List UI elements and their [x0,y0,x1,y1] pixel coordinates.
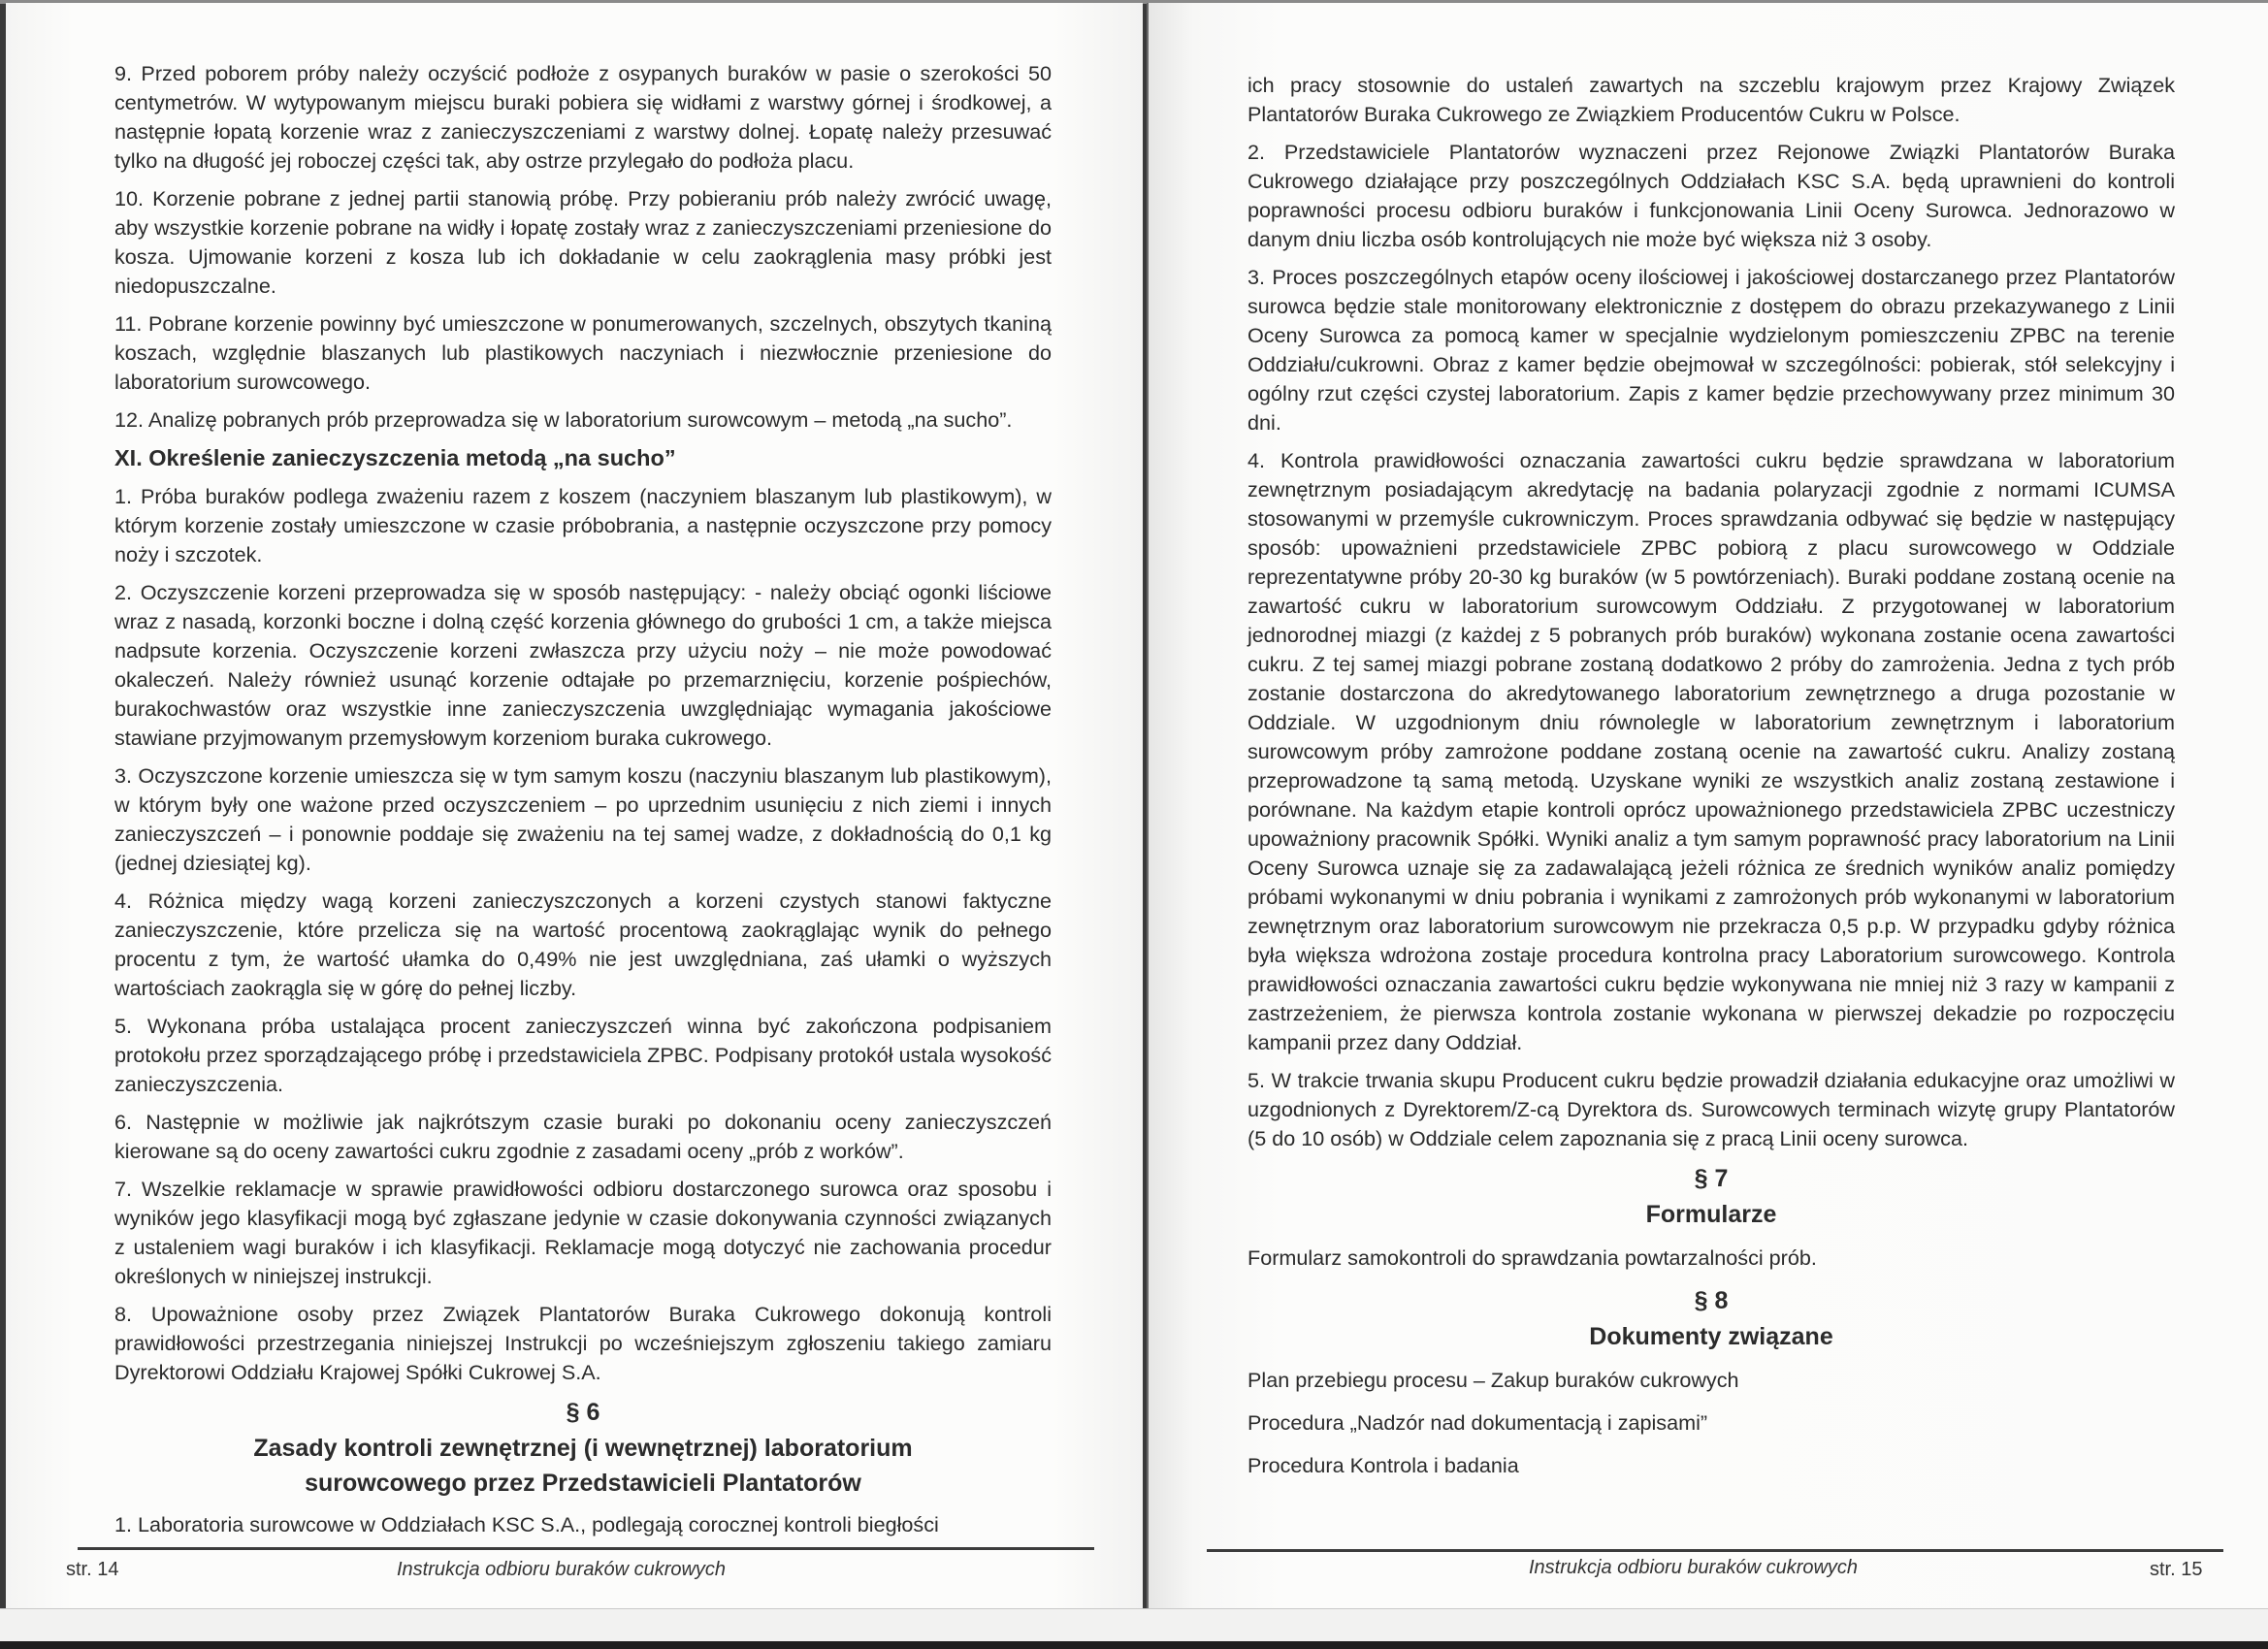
item-2: 2. Przedstawiciele Plantatorów wyznaczeni przez Rejonowe Związki Plantatorów Buraka Cukrowego działające przy poszczególnych Oddziałach KSC S.A. będą uprawnieni do kontroli poprawności procesu odbioru buraków i funkcjonowania Linii Oceny Surowca. Jednorazowo w danym dniu liczba osób kontrolujących nie może być większa niż 3 osoby. [1247,140,2175,251]
paragraph-6-title-line-2: surowcowego przez Przedstawicieli Plantatorów [305,1470,861,1497]
item-12: 12. Analizę pobranych prób przeprowadza się w laboratorium surowcowym – metodą „na sucho”. [114,407,1013,432]
section-xi-item-4: 4. Różnica między wagą korzeni zanieczyszczonych a korzeni czystych stanowi faktyczne zanieczyszczenie, które przelicza się na wartość procentową zaokrąglając wynik do pełnego procentu z tym, że wartość ułamka do 0,49% nie jest uwzględniana, zaś ułamki o wyższych wartościach zaokrągla się w górę do pełnej liczby. [114,889,1052,1000]
scanner-bottom-margin [0,1608,2268,1642]
related-document-item: Procedura „Nadzór nad dokumentacją i zapisami” [1247,1410,1708,1435]
item-1-continued: ich pracy stosownie do ustaleń zawartych na szczeblu krajowym przez Krajowy Związek Plantatorów Buraka Cukrowego ze Związkiem Producentów Cukru w Polsce. [1247,73,2175,126]
item-4: 4. Kontrola prawidłowości oznaczania zawartości cukru będzie sprawdzana w laboratorium zewnętrznym posiadającym akredytację na badania polaryzacji zgodnie z normami ICUMSA stosowanymi w przemyśle cukrowniczym. Proces sprawdzania odbywać się będzie w następujący sposób: upoważnieni przedstawiciele ZPBC pobiorą z placu surowcowego w Oddziale reprezentatywne próby 20-30 kg buraków (w 5 powtórzeniach). Buraki poddane zostaną ocenie na zawartość cukru w laboratorium surowcowym Oddziału. Z przygotowanej w laboratorium jednorodnej miazgi (z każdej z 5 pobranych prób buraków) wykonana zostanie ocena zawartości cukru. Z tej samej miazgi pobrane zostaną dodatkowo 2 próby do zamrożenia. Jedna z tych prób zostanie dostarczona do akredytowanego laboratorium zewnętrznego a druga pozostanie w Oddziale. W uzgodnionym dniu równolegle w laboratorium zewnętrznym i laboratorium surowcowym próby zamrożone poddane zostaną ocenie na zawartość cukru. Analizy zostaną przeprowadzone tą samą metodą. Uzyskane wyniki ze wszystkich analiz zostaną zestawione i porównane. Na każdym etapie kontroli oprócz upoważnionego przedstawiciela ZPBC uczestniczy upoważniony pracownik Spółki. Wyniki analiz a tym samym poprawność pracy laboratorium na Linii Oceny Surowca uznaje się za zadawalającą jeżeli różnica ze średnich wyników analiz pomiędzy próbami wykonanymi w dniu pobrania i wynikami z zamrożonych prób wykonanymi w laboratorium zewnętrznym oraz laboratorium surowcowym nie przekracza 0,5 p.p. W przypadku gdyby różnica była większa wdrożona zostaje procedura kontrolna pracy Laboratorium surowcowego. Kontrola prawidłowości oznaczania zawartości cukru będzie wykonywana nie mniej niż 3 razy w kampanii z zastrzeżeniem, że pierwsza kontrola zostanie wykonana w pierwszej dekadzie po rozpoczęciu kampanii przez dany Oddział. [1247,448,2175,1054]
section-xi-item-1: 1. Próba buraków podlega zważeniu razem z koszem (naczyniem blaszanym lub plastikowym), w którym korzenie zostały umieszczone w czasie próbobrania, a następnie oczyszczone przy pomocy noży i szczotek. [114,484,1052,566]
item-3: 3. Proces poszczególnych etapów oceny ilościowej i jakościowej dostarczanego przez Plantatorów surowca będzie stale monitorowany elektronicznie z dostępem do obrazu przekazywanego z Linii Oceny Surowca za pomocą kamer w specjalnie wydzielonym pomieszczeniu ZPBC na terenie Oddziału/cukrowni. Obraz z kamer będzie obejmował w szczególności: pobierak, stół selekcyjny i ogólny rzut części czystej laboratorium. Zapis z kamer będzie przechowywany przez minimum 30 dni. [1247,265,2175,435]
section-xi-item-8: 8. Upoważnione osoby przez Związek Plantatorów Buraka Cukrowego dokonują kontroli prawidłowości przestrzegania niniejszej Instrukcji po wcześniejszym zgłoszeniu takiego zamiaru Dyrektorowi Oddziału Krajowej Spółki Cukrowej S.A. [114,1302,1052,1384]
paragraph-8-title: Dokumenty związane [1589,1323,1833,1350]
page-15-content [1247,71,2175,1492]
paragraph-7-item: Formularz samokontroli do sprawdzania powtarzalności prób. [1247,1245,1817,1270]
item-5: 5. W trakcie trwania skupu Producent cukru będzie prowadził działania edukacyjne oraz umożliwi w uzgodnionych z Dyrektorem/Z-cą Dyrektora ds. Surowcowych terminach wizytę grupy Plantatorów (5 do 10 osób) w Oddziale celem zapoznania się z pracą Linii oceny surowca. [1247,1068,2175,1150]
item-10: 10. Korzenie pobrane z jednej partii stanowią próbę. Przy pobieraniu prób należy zwrócić uwagę, aby wszystkie korzenie pobrane na widły i łopatę zostały wraz z zanieczyszczeniami przeniesione do kosza. Ujmowanie korzeni z kosza lub ich dokładanie w celu zaokrąglenia masy próbki jest niedopuszczalne. [114,186,1052,298]
page-number: str. 14 [66,1559,119,1580]
page-15 [1147,3,2268,1608]
paragraph-8-sign: § 8 [1694,1287,1729,1314]
item-9: 9. Przed poborem próby należy oczyścić podłoże z osypanych buraków w pasie o szerokości 50 centymetrów. W wytypowanym miejscu buraki pobiera się widłami z warstwy górnej i środkowej, a następnie łopatą korzenie wraz z zanieczyszczeniami z warstwy dolnej. Łopatę należy przesuwać tylko na długość jej roboczej części tak, aby ostrze przylegało do podłoża placu. [114,61,1052,173]
paragraph-6-sign: § 6 [566,1399,600,1426]
related-document-item: Procedura Kontrola i badania [1247,1453,1519,1477]
page-14 [6,3,1143,1608]
section-xi-item-6: 6. Następnie w możliwie jak najkrótszym czasie buraki po dokonaniu oceny zanieczyszczeń kierowane są do oceny zawartości cukru zgodnie z zasadami oceny „prób z worków”. [114,1110,1052,1163]
paragraph-6-item-1: 1. Laboratoria surowcowe w Oddziałach KSC S.A., podlegają corocznej kontroli biegłości [114,1512,939,1536]
footer-rule [78,1547,1094,1550]
scanner-bottom-edge [0,1641,2268,1649]
related-document-item: Plan przebiegu procesu – Zakup buraków cukrowych [1247,1368,1739,1392]
footer-rule [1207,1549,2223,1552]
footer-document-title: Instrukcja odbioru buraków cukrowych [1529,1557,1859,1578]
section-xi-item-5: 5. Wykonana próba ustalająca procent zanieczyszczeń winna być zakończona podpisaniem protokołu przez sporządzającego próbę i przedstawiciela ZPBC. Podpisany protokół ustala wysokość zanieczyszczenia. [114,1014,1052,1096]
paragraph-7-sign: § 7 [1694,1165,1729,1192]
page-number: str. 15 [2150,1559,2203,1580]
section-xi-item-2: 2. Oczyszczenie korzeni przeprowadza się w sposób następujący: - należy obciąć ogonki liściowe wraz z nasadą, korzonki boczne i dolną część korzenia głównego do grubości 1 cm, a także miejsca nadpsute korzenia. Oczyszczenie korzeni zwłaszcza przy użyciu noży – nie może powodować okaleczeń. Należy również usunąć korzenie odtajałe po przemarznięciu, korzenie pośpiechów, burakochwastów oraz wszystkie inne zanieczyszczenia uwzględniając wymagania jakościowe stawiane przyjmowanym przemysłowym korzeniom buraka cukrowego. [114,580,1052,750]
item-11: 11. Pobrane korzenie powinny być umieszczone w ponumerowanych, szczelnych, obszytych tkaniną koszach, względnie blaszanych lub plastikowych naczyniach i niezwłocznie przeniesione do laboratorium surowcowego. [114,311,1052,394]
section-xi-item-7: 7. Wszelkie reklamacje w sprawie prawidłowości odbioru dostarczonego surowca oraz sposobu i wyników jego klasyfikacji mogą być zgłaszane jedynie w czasie dokonywania czynności związanych z ustaleniem wagi buraków i ich klasyfikacji. Reklamacje mogą dotyczyć nie zachowania procedur określonych w niniejszej instrukcji. [114,1177,1052,1288]
section-xi-item-3: 3. Oczyszczone korzenie umieszcza się w tym samym koszu (naczyniu blaszanym lub plastikowym), w którym były one ważone przed oczyszczeniem – po uprzednim usunięciu z nich ziemi i innych zanieczyszczeń – i ponownie poddaje się zważeniu na tej samej wadze, z dokładnością do 0,1 kg (jednej dziesiątej kg). [114,763,1052,875]
section-xi-heading: XI. Określenie zanieczyszczenia metodą „na sucho” [114,445,676,470]
paragraph-6-title [114,1431,1052,1501]
footer-document-title: Instrukcja odbioru buraków cukrowych [397,1559,727,1580]
paragraph-6-title-line-1: Zasady kontroli zewnętrznej (i wewnętrznej) laboratorium [253,1435,913,1462]
paragraph-7-title: Formularze [1645,1201,1777,1228]
page-14-content [114,59,1052,1548]
